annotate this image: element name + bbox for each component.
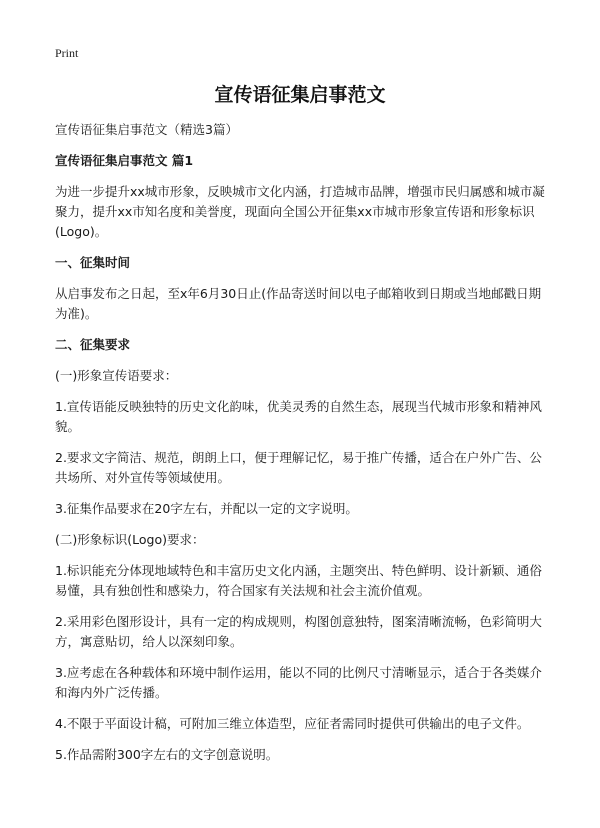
logo-requirements-heading: (二)形象标识(Logo)要求：	[55, 532, 205, 547]
slogan-item: 3.征集作品要求在20字左右，并配以一定的文字说明。	[55, 501, 358, 516]
document-subtitle: 宣传语征集启事范文（精选3篇）	[55, 122, 238, 137]
logo-item: 4.不限于平面设计稿，可附加三维立体造型，应征者需同时提供可供输出的电子文件。	[55, 716, 530, 731]
slogan-item: 2.要求文字简洁、规范，朗朗上口，便于理解记忆，易于推广传播，适合在户外广告、公共场所、对外宣传等领域使用。	[55, 450, 542, 485]
document-body	[55, 120, 545, 776]
logo-item: 3.应考虑在各种载体和环境中制作运用，能以不同的比例尺寸清晰显示，适合于各类媒介和海内外广泛传播。	[55, 665, 542, 700]
section-heading-requirements: 二、征集要求	[55, 337, 131, 352]
slogan-item: 1.宣传语能反映独特的历史文化韵味，优美灵秀的自然生态，展现当代城市形象和精神风貌。	[55, 399, 542, 434]
print-label[interactable]: Print	[55, 46, 79, 60]
logo-item: 5.作品需附300字左右的文字创意说明。	[55, 747, 279, 762]
slogan-requirements-heading: (一)形象宣传语要求：	[55, 368, 178, 383]
page-title: 宣传语征集启事范文	[214, 84, 386, 106]
logo-item: 1.标识能充分体现地域特色和丰富历史文化内涵，主题突出、特色鲜明、设计新颖、通俗易懂，具有独创性和感染力，符合国家有关法规和社会主流价值观。	[55, 563, 542, 598]
intro-paragraph: 为进一步提升xx城市形象，反映城市文化内涵，打造城市品牌，增强市民归属感和城市凝聚力，提升xx市知名度和美誉度，现面向全国公开征集xx市城市形象宣传语和形象标识(Logo)。	[55, 184, 545, 239]
section-heading-time: 一、征集时间	[55, 255, 131, 270]
section-time-text: 从启事发布之日起，至x年6月30日止(作品寄送时间以电子邮箱收到日期或当地邮戳日期为准)。	[55, 286, 542, 321]
article-heading: 宣传语征集启事范文 篇1	[55, 153, 194, 168]
logo-item: 2.采用彩色图形设计，具有一定的构成规则，构图创意独特，图案清晰流畅，色彩简明大方，寓意贴切，给人以深刻印象。	[55, 614, 542, 649]
